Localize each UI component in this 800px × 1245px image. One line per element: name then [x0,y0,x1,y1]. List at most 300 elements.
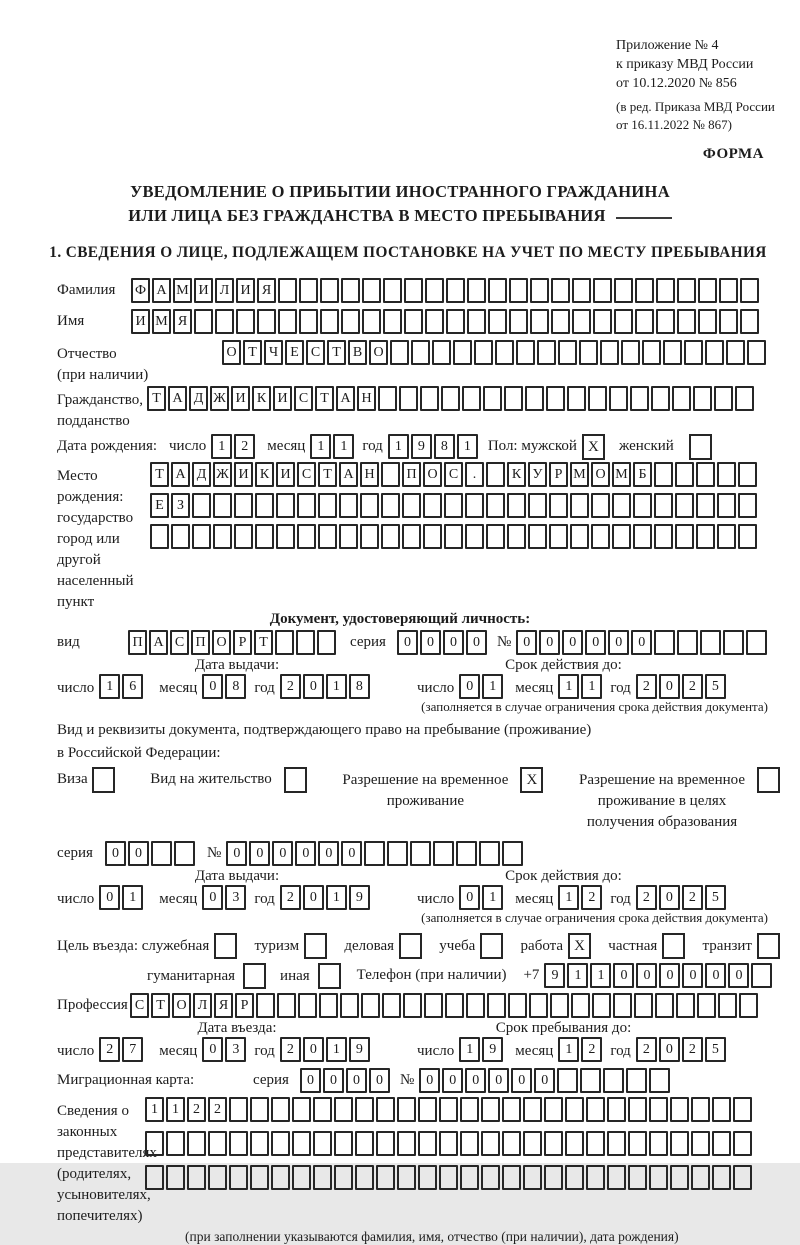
form-cell[interactable] [712,1165,731,1190]
form-cell[interactable] [381,493,400,518]
form-cell[interactable] [502,1165,521,1190]
form-cell[interactable] [546,386,565,411]
form-cell[interactable] [544,1165,563,1190]
form-cell[interactable]: 2 [682,674,703,699]
form-cell[interactable] [572,278,591,303]
form-cell[interactable] [635,278,654,303]
form-cell[interactable] [208,1131,227,1156]
form-cell[interactable]: Н [357,386,376,411]
form-cell[interactable] [402,493,421,518]
form-cell[interactable] [676,993,695,1018]
form-cell[interactable] [376,1131,395,1156]
form-cell[interactable] [656,309,675,334]
form-cell[interactable] [402,524,421,549]
form-cell[interactable]: Т [147,386,166,411]
form-cell[interactable] [747,340,766,365]
form-cell[interactable] [614,309,633,334]
form-cell[interactable]: 0 [659,674,680,699]
purpose-tourism-checkbox[interactable] [304,933,327,959]
form-cell[interactable]: И [131,309,150,334]
form-cell[interactable]: С [297,462,316,487]
form-cell[interactable]: А [336,386,355,411]
form-cell[interactable] [523,1131,542,1156]
form-cell[interactable] [570,493,589,518]
form-cell[interactable] [339,493,358,518]
form-cell[interactable] [719,278,738,303]
form-cell[interactable] [528,493,547,518]
form-cell[interactable]: Д [192,462,211,487]
visa-checkbox[interactable] [92,767,115,793]
form-cell[interactable]: 2 [682,1037,703,1062]
form-cell[interactable] [746,630,767,655]
form-cell[interactable] [537,340,556,365]
form-cell[interactable] [297,493,316,518]
form-cell[interactable]: 0 [397,630,418,655]
form-cell[interactable]: 8 [349,674,370,699]
form-cell[interactable] [145,1165,164,1190]
form-cell[interactable] [418,1131,437,1156]
form-cell[interactable] [376,1165,395,1190]
form-cell[interactable] [446,309,465,334]
form-cell[interactable] [378,386,397,411]
form-cell[interactable] [271,1131,290,1156]
form-cell[interactable]: 1 [99,674,120,699]
form-cell[interactable]: Т [243,340,262,365]
form-cell[interactable] [320,278,339,303]
form-cell[interactable]: 0 [300,1068,321,1093]
form-cell[interactable]: А [152,278,171,303]
residence-permit-checkbox[interactable] [284,767,307,793]
form-cell[interactable]: 8 [434,434,455,459]
form-cell[interactable] [592,993,611,1018]
form-cell[interactable] [229,1165,248,1190]
form-cell[interactable]: С [444,462,463,487]
form-cell[interactable]: 0 [459,885,480,910]
form-cell[interactable] [292,1097,311,1122]
form-cell[interactable]: 0 [420,630,441,655]
form-cell[interactable] [654,524,673,549]
form-cell[interactable] [381,462,400,487]
form-cell[interactable]: 0 [202,1037,223,1062]
form-cell[interactable] [751,963,772,988]
form-cell[interactable]: 1 [326,1037,347,1062]
form-cell[interactable] [299,309,318,334]
form-cell[interactable]: 0 [202,674,223,699]
form-cell[interactable] [355,1165,374,1190]
form-cell[interactable] [586,1097,605,1122]
form-cell[interactable] [509,309,528,334]
form-cell[interactable] [213,524,232,549]
form-cell[interactable] [236,309,255,334]
form-cell[interactable] [693,386,712,411]
form-cell[interactable] [670,1165,689,1190]
form-cell[interactable] [276,524,295,549]
form-cell[interactable] [733,1097,752,1122]
form-cell[interactable] [313,1165,332,1190]
form-cell[interactable] [649,1165,668,1190]
form-cell[interactable]: 0 [728,963,749,988]
form-cell[interactable] [684,340,703,365]
form-cell[interactable] [544,1097,563,1122]
form-cell[interactable]: 9 [349,885,370,910]
form-cell[interactable]: Л [215,278,234,303]
form-cell[interactable] [439,1097,458,1122]
form-cell[interactable] [614,278,633,303]
form-cell[interactable] [441,386,460,411]
form-cell[interactable] [516,340,535,365]
form-cell[interactable]: 1 [310,434,331,459]
form-cell[interactable]: 2 [636,1037,657,1062]
form-cell[interactable] [635,309,654,334]
form-cell[interactable] [551,278,570,303]
form-cell[interactable] [151,841,172,866]
form-cell[interactable] [607,1097,626,1122]
form-cell[interactable]: И [273,386,292,411]
form-cell[interactable] [735,386,754,411]
form-cell[interactable] [420,386,439,411]
form-cell[interactable]: Р [549,462,568,487]
form-cell[interactable]: Т [327,340,346,365]
form-cell[interactable] [603,1068,624,1093]
form-cell[interactable]: 0 [226,841,247,866]
form-cell[interactable]: И [231,386,250,411]
form-cell[interactable] [675,493,694,518]
form-cell[interactable] [360,493,379,518]
form-cell[interactable] [432,340,451,365]
form-cell[interactable] [404,278,423,303]
form-cell[interactable] [738,524,757,549]
form-cell[interactable]: . [465,462,484,487]
form-cell[interactable] [633,493,652,518]
form-cell[interactable] [425,278,444,303]
form-cell[interactable] [334,1131,353,1156]
form-cell[interactable] [600,340,619,365]
form-cell[interactable] [460,1165,479,1190]
form-cell[interactable]: 0 [585,630,606,655]
form-cell[interactable]: 0 [318,841,339,866]
form-cell[interactable] [504,386,523,411]
form-cell[interactable]: И [236,278,255,303]
form-cell[interactable] [439,1131,458,1156]
form-cell[interactable] [453,340,472,365]
form-cell[interactable] [355,1097,374,1122]
form-cell[interactable] [174,841,195,866]
form-cell[interactable]: Р [233,630,252,655]
form-cell[interactable] [502,841,523,866]
form-cell[interactable] [698,278,717,303]
form-cell[interactable] [697,993,716,1018]
form-cell[interactable] [445,993,464,1018]
form-cell[interactable] [275,630,294,655]
form-cell[interactable]: 0 [659,1037,680,1062]
sex-male-checkbox[interactable]: X [582,434,605,460]
form-cell[interactable] [192,493,211,518]
form-cell[interactable] [424,993,443,1018]
form-cell[interactable]: Ж [213,462,232,487]
form-cell[interactable]: 0 [466,630,487,655]
form-cell[interactable] [630,386,649,411]
form-cell[interactable]: 1 [388,434,409,459]
form-cell[interactable] [460,1097,479,1122]
form-cell[interactable]: Т [150,462,169,487]
form-cell[interactable] [607,1165,626,1190]
form-cell[interactable] [483,386,502,411]
form-cell[interactable] [361,993,380,1018]
form-cell[interactable]: 1 [581,674,602,699]
form-cell[interactable]: 0 [99,885,120,910]
form-cell[interactable] [740,278,759,303]
form-cell[interactable] [612,524,631,549]
form-cell[interactable] [649,1131,668,1156]
form-cell[interactable] [567,386,586,411]
form-cell[interactable] [360,524,379,549]
form-cell[interactable] [187,1165,206,1190]
form-cell[interactable] [250,1131,269,1156]
form-cell[interactable] [549,524,568,549]
form-cell[interactable] [717,462,736,487]
form-cell[interactable] [550,993,569,1018]
form-cell[interactable]: К [255,462,274,487]
form-cell[interactable] [299,278,318,303]
form-cell[interactable]: 3 [225,1037,246,1062]
form-cell[interactable] [628,1131,647,1156]
form-cell[interactable] [738,462,757,487]
form-cell[interactable]: А [171,462,190,487]
form-cell[interactable] [479,841,500,866]
form-cell[interactable] [651,386,670,411]
form-cell[interactable]: П [191,630,210,655]
form-cell[interactable] [257,309,276,334]
form-cell[interactable]: П [128,630,147,655]
form-cell[interactable] [717,493,736,518]
form-cell[interactable] [292,1165,311,1190]
rvp-edu-checkbox[interactable] [757,767,780,793]
form-cell[interactable]: Т [151,993,170,1018]
form-cell[interactable]: 2 [636,885,657,910]
form-cell[interactable] [507,524,526,549]
form-cell[interactable] [565,1131,584,1156]
form-cell[interactable] [675,524,694,549]
form-cell[interactable] [213,493,232,518]
form-cell[interactable] [717,524,736,549]
form-cell[interactable] [733,1165,752,1190]
form-cell[interactable] [276,493,295,518]
purpose-other-checkbox[interactable] [318,963,341,989]
form-cell[interactable]: 0 [341,841,362,866]
form-cell[interactable] [355,1131,374,1156]
form-cell[interactable] [234,524,253,549]
form-cell[interactable] [250,1097,269,1122]
form-cell[interactable]: И [276,462,295,487]
form-cell[interactable] [481,1165,500,1190]
form-cell[interactable] [381,524,400,549]
form-cell[interactable] [654,493,673,518]
form-cell[interactable]: 0 [562,630,583,655]
form-cell[interactable]: 0 [682,963,703,988]
form-cell[interactable]: И [194,278,213,303]
form-cell[interactable] [208,1165,227,1190]
form-cell[interactable]: И [234,462,253,487]
form-cell[interactable] [467,278,486,303]
form-cell[interactable] [404,309,423,334]
form-cell[interactable] [466,993,485,1018]
form-cell[interactable]: 5 [705,1037,726,1062]
form-cell[interactable]: 0 [295,841,316,866]
form-cell[interactable]: Т [315,386,334,411]
form-cell[interactable] [591,493,610,518]
form-cell[interactable] [591,524,610,549]
form-cell[interactable] [609,386,628,411]
form-cell[interactable] [691,1131,710,1156]
form-cell[interactable] [586,1131,605,1156]
form-cell[interactable] [523,1097,542,1122]
form-cell[interactable] [691,1097,710,1122]
form-cell[interactable] [465,524,484,549]
form-cell[interactable]: 1 [326,885,347,910]
form-cell[interactable]: 0 [323,1068,344,1093]
form-cell[interactable] [341,309,360,334]
form-cell[interactable]: Ч [264,340,283,365]
form-cell[interactable]: 0 [303,674,324,699]
form-cell[interactable] [320,309,339,334]
form-cell[interactable] [530,278,549,303]
form-cell[interactable] [612,493,631,518]
form-cell[interactable]: Р [235,993,254,1018]
form-cell[interactable] [397,1165,416,1190]
form-cell[interactable]: Я [214,993,233,1018]
form-cell[interactable] [580,1068,601,1093]
form-cell[interactable]: 9 [411,434,432,459]
form-cell[interactable] [403,993,422,1018]
form-cell[interactable]: 0 [488,1068,509,1093]
form-cell[interactable]: 1 [567,963,588,988]
form-cell[interactable] [738,493,757,518]
form-cell[interactable] [654,630,675,655]
form-cell[interactable] [733,1131,752,1156]
form-cell[interactable] [675,462,694,487]
form-cell[interactable]: В [348,340,367,365]
form-cell[interactable]: 2 [581,885,602,910]
form-cell[interactable]: 3 [225,885,246,910]
rvp-checkbox[interactable]: X [520,767,543,793]
form-cell[interactable] [570,524,589,549]
form-cell[interactable]: 0 [202,885,223,910]
form-cell[interactable] [467,309,486,334]
form-cell[interactable] [255,493,274,518]
form-cell[interactable]: 0 [636,963,657,988]
form-cell[interactable]: 0 [534,1068,555,1093]
form-cell[interactable] [712,1097,731,1122]
form-cell[interactable]: Т [318,462,337,487]
form-cell[interactable]: 2 [99,1037,120,1062]
form-cell[interactable] [558,340,577,365]
form-cell[interactable]: А [168,386,187,411]
form-cell[interactable]: О [369,340,388,365]
form-cell[interactable]: 1 [558,885,579,910]
form-cell[interactable] [487,993,506,1018]
form-cell[interactable]: Я [257,278,276,303]
form-cell[interactable] [444,493,463,518]
form-cell[interactable] [318,493,337,518]
form-cell[interactable]: 1 [558,674,579,699]
form-cell[interactable]: Б [633,462,652,487]
form-cell[interactable] [642,340,661,365]
form-cell[interactable] [529,993,548,1018]
form-cell[interactable]: 0 [516,630,537,655]
form-cell[interactable] [166,1165,185,1190]
form-cell[interactable]: 0 [249,841,270,866]
form-cell[interactable] [145,1131,164,1156]
purpose-business-checkbox[interactable] [399,933,422,959]
form-cell[interactable] [509,278,528,303]
form-cell[interactable]: 0 [659,885,680,910]
form-cell[interactable]: М [612,462,631,487]
form-cell[interactable]: О [591,462,610,487]
form-cell[interactable] [387,841,408,866]
form-cell[interactable]: 1 [326,674,347,699]
form-cell[interactable] [278,278,297,303]
form-cell[interactable]: 0 [346,1068,367,1093]
form-cell[interactable]: 1 [122,885,143,910]
form-cell[interactable]: О [222,340,241,365]
form-cell[interactable]: 1 [211,434,232,459]
form-cell[interactable] [718,993,737,1018]
form-cell[interactable] [418,1165,437,1190]
form-cell[interactable] [340,993,359,1018]
form-cell[interactable] [271,1097,290,1122]
form-cell[interactable]: А [149,630,168,655]
form-cell[interactable] [319,993,338,1018]
form-cell[interactable] [626,1068,647,1093]
form-cell[interactable] [607,1131,626,1156]
form-cell[interactable]: Ж [210,386,229,411]
form-cell[interactable] [508,993,527,1018]
form-cell[interactable]: 6 [122,674,143,699]
form-cell[interactable]: 0 [511,1068,532,1093]
form-cell[interactable]: О [423,462,442,487]
form-cell[interactable] [166,1131,185,1156]
form-cell[interactable] [425,309,444,334]
form-cell[interactable] [150,524,169,549]
form-cell[interactable]: Ф [131,278,150,303]
form-cell[interactable]: 0 [631,630,652,655]
form-cell[interactable] [486,462,505,487]
form-cell[interactable]: 2 [280,885,301,910]
form-cell[interactable] [364,841,385,866]
form-cell[interactable] [456,841,477,866]
form-cell[interactable] [613,993,632,1018]
form-cell[interactable]: 1 [333,434,354,459]
form-cell[interactable] [433,841,454,866]
form-cell[interactable] [481,1131,500,1156]
form-cell[interactable] [229,1131,248,1156]
form-cell[interactable] [649,1097,668,1122]
form-cell[interactable] [696,462,715,487]
form-cell[interactable]: 0 [303,1037,324,1062]
form-cell[interactable] [418,1097,437,1122]
form-cell[interactable] [383,278,402,303]
purpose-study-checkbox[interactable] [480,933,503,959]
form-cell[interactable]: 0 [443,630,464,655]
form-cell[interactable]: 1 [459,1037,480,1062]
form-cell[interactable]: К [252,386,271,411]
form-cell[interactable] [423,524,442,549]
form-cell[interactable]: 5 [705,885,726,910]
form-cell[interactable] [740,309,759,334]
form-cell[interactable]: 2 [682,885,703,910]
form-cell[interactable] [698,309,717,334]
form-cell[interactable]: С [294,386,313,411]
